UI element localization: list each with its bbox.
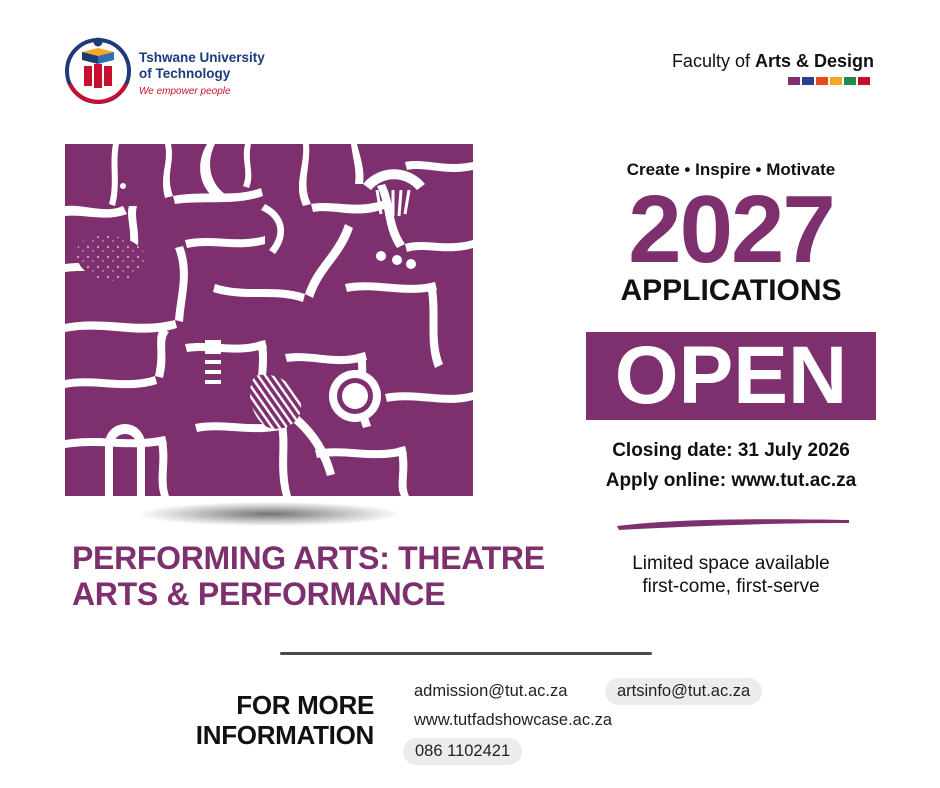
admissions-email[interactable]: admission@tut.ac.za	[414, 682, 568, 700]
more-info-heading	[160, 690, 374, 750]
arts-email[interactable]: artsinfo@tut.ac.za	[605, 678, 762, 705]
university-name-line2: of Technology	[139, 66, 231, 81]
faculty-color-swatches	[788, 77, 870, 85]
limited-space-note	[576, 552, 886, 598]
limited-line2: first-come, first-serve	[642, 576, 820, 597]
program-title	[72, 540, 572, 612]
more-info-line2: INFORMATION	[195, 720, 374, 750]
swatch	[858, 77, 870, 85]
swatch	[844, 77, 856, 85]
swatch	[802, 77, 814, 85]
apply-online[interactable]: Apply online: www.tut.ac.za	[605, 470, 857, 491]
showcase-website[interactable]: www.tutfadshowcase.ac.za	[414, 711, 613, 729]
phone-number[interactable]: 086 1102421	[403, 738, 522, 765]
section-divider	[280, 652, 652, 655]
limited-line1: Limited space available	[632, 553, 830, 574]
more-info-line1: FOR MORE	[236, 690, 374, 720]
open-status: OPEN	[614, 330, 848, 421]
swatch	[816, 77, 828, 85]
abstract-artwork	[65, 144, 473, 496]
closing-date: Closing date: 31 July 2026	[612, 440, 850, 461]
faculty-title	[672, 51, 874, 72]
applications-heading: APPLICATIONS	[620, 274, 842, 307]
program-title-line2: ARTS & PERFORMANCE	[72, 576, 446, 612]
artwork-shadow	[140, 502, 400, 526]
program-title-line1: PERFORMING ARTS: THEATRE	[72, 540, 545, 576]
tagline: Create • Inspire • Motivate	[626, 160, 836, 179]
swatch	[830, 77, 842, 85]
university-name-line1: Tshwane University	[139, 50, 265, 65]
application-year: 2027	[628, 176, 834, 283]
faculty-prefix: Faculty of	[671, 51, 755, 71]
swatch	[788, 77, 800, 85]
brush-stroke-divider	[615, 514, 851, 532]
faculty-name: Arts & Design	[754, 51, 874, 71]
university-slogan: We empower people	[139, 86, 231, 97]
